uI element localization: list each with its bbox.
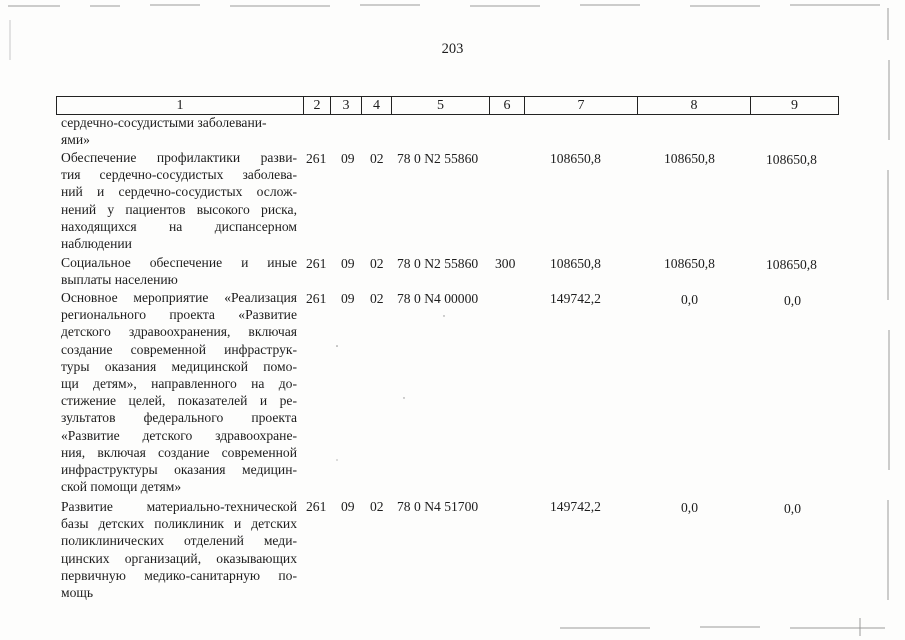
description-line: ний и сердечно-сосудистых ослож- [61, 184, 297, 200]
cell-amount-col9: 0,0 [784, 501, 801, 516]
description-line: регионального проекта «Развитие [61, 307, 297, 323]
cell-amount-col7: 149742,2 [550, 291, 601, 306]
cell-target-article: 78 0 N4 00000 [397, 291, 479, 306]
cell-amount-col8: 108650,8 [664, 151, 715, 166]
description-line: тия сердечно-сосудистых заболева- [61, 167, 297, 183]
description-line: инфраструктуры оказания медицин- [61, 462, 297, 478]
cell-amount-col7: 108650,8 [550, 256, 601, 271]
description-line: базы детских поликлиник и детских [61, 516, 297, 532]
row-description [61, 498, 297, 601]
cell-section: 09 [341, 499, 355, 514]
cell-section: 09 [341, 256, 355, 271]
column-header-3: 3 [330, 97, 361, 114]
row-description [61, 254, 297, 288]
description-line: первичную медико-санитарную по- [61, 567, 297, 583]
description-line: наблюдении [61, 236, 132, 252]
cell-amount-col8: 108650,8 [664, 256, 715, 271]
cell-section: 09 [341, 291, 355, 306]
cell-amount-col9: 0,0 [784, 293, 801, 308]
description-line: мощь [61, 585, 94, 601]
cell-ministry-code: 261 [306, 291, 327, 306]
column-header-8: 8 [637, 97, 750, 114]
cell-amount-col7: 108650,8 [550, 151, 601, 166]
page-number: 203 [441, 41, 464, 57]
cell-target-article: 78 0 N4 51700 [397, 499, 479, 514]
column-header-6: 6 [489, 97, 524, 114]
column-header-7: 7 [524, 97, 637, 114]
description-line: выплаты населению [61, 272, 178, 288]
description-line: стижение целей, показателей и ре- [61, 393, 297, 409]
cell-subsection: 02 [370, 499, 384, 514]
cell-amount-col9: 108650,8 [766, 152, 817, 167]
cell-target-article: 78 0 N2 55860 [397, 151, 479, 166]
row-description [61, 114, 297, 148]
cell-amount-col9: 108650,8 [766, 257, 817, 272]
column-header-5: 5 [391, 97, 489, 114]
row-description [61, 289, 297, 495]
column-header-2: 2 [303, 97, 330, 114]
description-line: ния, включая создание современной [61, 444, 297, 460]
cell-subsection: 02 [370, 151, 384, 166]
description-line: Обеспечение профилактики разви- [61, 150, 297, 165]
row-description [61, 149, 297, 252]
column-header-4: 4 [361, 97, 391, 114]
cell-amount-col7: 149742,2 [550, 499, 601, 514]
description-line: Социальное обеспечение и иные [61, 255, 297, 270]
cell-ministry-code: 261 [306, 151, 327, 166]
cell-amount-col8: 0,0 [681, 500, 698, 515]
description-line: «Развитие детского здравоохране- [61, 427, 297, 443]
cell-target-article: 78 0 N2 55860 [397, 256, 479, 271]
cell-section: 09 [341, 151, 355, 166]
description-line: туры оказания медицинской помо- [61, 358, 297, 374]
description-line: ями» [61, 132, 90, 148]
description-line: детского здравоохранения, включая [61, 324, 297, 340]
column-header-9: 9 [750, 97, 838, 114]
cell-subsection: 02 [370, 291, 384, 306]
description-line: зультатов федерального проекта [61, 410, 297, 426]
description-line: цинских организаций, оказывающих [61, 550, 297, 566]
description-line: щи детям», направленного на до- [61, 376, 297, 392]
description-line: сердечно-сосудистыми заболевани- [61, 115, 267, 130]
cell-expense-type: 300 [495, 256, 516, 271]
description-line: Развитие материально-технической [61, 499, 297, 514]
description-line: нений у пациентов высокого риска, [61, 201, 297, 217]
description-line: ской помощи детям» [61, 479, 182, 495]
cell-ministry-code: 261 [306, 256, 327, 271]
cell-ministry-code: 261 [306, 499, 327, 514]
cell-amount-col8: 0,0 [681, 292, 698, 307]
column-header-1: 1 [176, 98, 184, 113]
description-line: находящихся на диспансерном [61, 218, 297, 234]
description-line: поликлинических отделений меди- [61, 533, 297, 549]
description-line: создание современной инфраструк- [61, 341, 297, 357]
table-header-row [56, 96, 839, 115]
description-line: Основное мероприятие «Реализация [61, 290, 297, 305]
cell-subsection: 02 [370, 256, 384, 271]
